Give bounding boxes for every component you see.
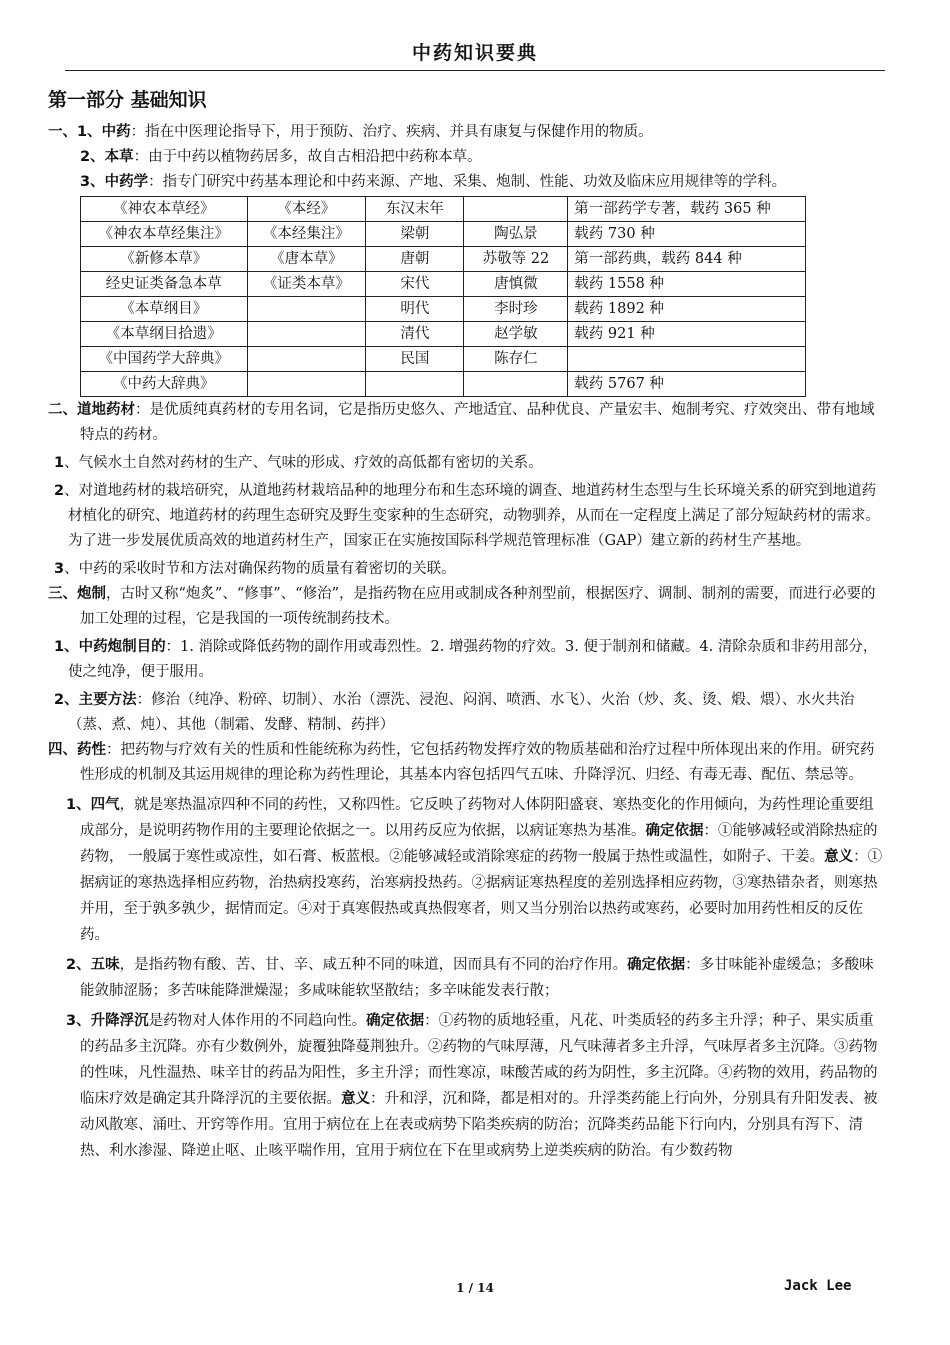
table-cell: 宋代: [366, 272, 464, 297]
item-number: 3: [54, 561, 65, 577]
table-cell: 载药 5767 种: [568, 372, 806, 397]
table-cell: 《本草纲目拾遗》: [81, 322, 248, 347]
item-text: ：多甘味能补虚缓急；多酸味能敛肺涩肠；多苦味能降泄燥湿；多咸味能软坚散结；多辛味能发表行散；: [80, 957, 874, 999]
table-cell: 唐朝: [366, 247, 464, 272]
section-number: 三、: [48, 586, 77, 602]
item-number: 2: [54, 483, 65, 499]
term-definition: ：指专门研究中药基本理论和中药来源、产地、采集、炮制、性能、功效及临床应用规律等的学科。: [148, 174, 787, 190]
header-divider: [65, 70, 885, 71]
keyword: 确定依据: [366, 1013, 425, 1029]
item-number: 1: [66, 797, 77, 813]
table-row: [81, 272, 806, 297]
document-title: 中药知识要典: [411, 42, 538, 64]
definition-bencao: [48, 145, 884, 170]
term-definition: ：由于中药以植物药居多，故自古相沿把中药称本草。: [133, 149, 482, 165]
section-number: 二、: [48, 402, 77, 418]
table-cell: 李时珍: [464, 297, 568, 322]
item-title: 、四气: [76, 797, 120, 813]
item-text: 、气候水土自然对药材的生产、气味的形成、疗效的高低都有密切的关系。: [64, 455, 543, 471]
item-title: 、主要方法: [64, 692, 137, 708]
item-number: 1: [54, 639, 65, 655]
table-cell: 梁朝: [366, 222, 464, 247]
item-text: ：1. 消除或降低药物的副作用或毒烈性。2. 增强药物的疗效。3. 便于制剂和储藏。4. 清除杂质和非药用部分，使之纯净，便于服用。: [68, 639, 878, 680]
table-cell: 苏敬等 22: [464, 247, 568, 272]
section-number: 一、1、: [48, 124, 102, 140]
table-cell: [568, 347, 806, 372]
item-text: ，是指药物有酸、苦、甘、辛、咸五种不同的味道，因而具有不同的治疗作用。: [119, 957, 628, 973]
table-cell: 明代: [366, 297, 464, 322]
item-text: 、对道地药材的栽培研究，从道地药材栽培品种的地理分布和生态环境的调查、地道药材生态型与生长环境关系的研究到地道药材植化的研究、地道药材的药理生态研究及野生变家种的生态研究，动物驯养，从而在一定程度上满足了部分短缺药材的需求。为了进一步发展优质高效的地道药材生产，国家正在实施按国际科学规范管理标准（GAP）建立新的药材生产基地。: [64, 483, 880, 549]
table-cell: 清代: [366, 322, 464, 347]
section-text: ：是优质纯真药材的专用名词，它是指历史悠久、产地适宜、品种优良、产量宏丰、炮制考究、疗效突出、带有地域特点的药材。: [80, 402, 875, 443]
item-number: 3、: [80, 174, 105, 190]
table-cell: [247, 297, 366, 322]
table-row: [81, 372, 806, 397]
table-row: [81, 347, 806, 372]
table-row: [81, 322, 806, 347]
section-text: ：把药物与疗效有关的性质和性能统称为药性，它包括药物发挥疗效的物质基础和治疗过程中所体现出来的作用。研究药性形成的机制及其运用规律的理论称为药性理论，其基本内容包括四气五味、升降浮沉、归经、有毒无毒、配伍、禁忌等。: [80, 742, 875, 783]
table-cell: 《本草纲目》: [81, 297, 248, 322]
table-cell: 陈存仁: [464, 347, 568, 372]
section-title: 炮制: [77, 586, 106, 602]
table-cell: 《中国药学大辞典》: [81, 347, 248, 372]
term: 本草: [104, 149, 134, 165]
table-cell: 唐慎微: [464, 272, 568, 297]
table-cell: 陶弘景: [464, 222, 568, 247]
item-title: 、中药炮制目的: [64, 639, 166, 655]
keyword: 意义: [341, 1091, 370, 1107]
definition-zhongyao: [48, 120, 884, 145]
table-cell: 载药 921 种: [568, 322, 806, 347]
list-item: [48, 451, 884, 476]
list-item: [48, 688, 884, 738]
table-cell: 载药 1558 种: [568, 272, 806, 297]
item-number: 2: [66, 957, 77, 973]
table-cell: 载药 1892 种: [568, 297, 806, 322]
item-text: ：升和浮，沉和降，都是相对的。升浮类药能上行向外，分别具有升阳发表、被动风散寒、涌吐、开窍等作用。宜用于病位在上在表或病势下陷类疾病的防治；沉降类药品能下行向内，分别具有泻下、清热、利水渗湿、降逆止呕、止咳平喘作用，宜用于病位在下在里或病势上逆类疾病的防治。有少数药物: [80, 1091, 878, 1159]
item-text: ：修治（纯净、粉碎、切制）、水治（漂洗、浸泡、闷润、喷洒、水飞）、火治（炒、炙、烫、煅、煨）、水火共治（蒸、煮、炖）、其他（制霜、发酵、精制、药拌）: [68, 692, 855, 733]
author-name: Jack Lee: [784, 1278, 852, 1294]
section-title: 道地药材: [77, 402, 135, 418]
term: 中药学: [104, 174, 149, 190]
term-definition: ：指在中医理论指导下，用于预防、治疗、疾病、并具有康复与保健作用的物质。: [130, 124, 653, 140]
item-text: ：①据病证的寒热选择相应药物，治热病投寒药，治寒病投热药。②据病证寒热程度的差别选择相应药物，③寒热错杂者，则寒热并用，至于孰多孰少，据情而定。④对于真寒假热或真热假寒者，则又当分别治以热药或寒药，必要时加用药性相反的反佐药。: [80, 849, 883, 943]
table-cell: 东汉末年: [366, 197, 464, 222]
table-cell: 《本经集注》: [247, 222, 366, 247]
table-cell: 第一部药学专著，载药 365 种: [568, 197, 806, 222]
section-text: ，古时又称“炮炙”、“修事”、“修治”，是指药物在应用或制成各种剂型前，根据医疗、调制、制剂的需要，而进行必要的加工处理的过程，它是我国的一项传统制药技术。: [80, 586, 876, 627]
section-paozhi: [48, 582, 884, 632]
section-number: 四、: [48, 742, 77, 758]
table-cell: 《本经》: [247, 197, 366, 222]
list-item: [48, 557, 884, 582]
term: 中药: [101, 124, 131, 140]
table-cell: [247, 372, 366, 397]
table-cell: 经史证类备急本草: [81, 272, 248, 297]
table-row: [81, 297, 806, 322]
table-cell: 《中药大辞典》: [81, 372, 248, 397]
item-number: 1: [54, 455, 65, 471]
table-cell: [247, 322, 366, 347]
table-cell: 《证类本草》: [247, 272, 366, 297]
table-row: [81, 247, 806, 272]
section-yaoxing: [48, 738, 884, 788]
table-cell: 赵学敏: [464, 322, 568, 347]
page-content: [48, 86, 884, 1164]
subsection-shengjiang: [48, 1008, 884, 1164]
table-cell: 《神农本草经集注》: [81, 222, 248, 247]
table-cell: [366, 372, 464, 397]
part-title: 第一部分 基础知识: [48, 89, 207, 111]
item-number: 3: [66, 1013, 77, 1029]
table-cell: 民国: [366, 347, 464, 372]
item-title: 、五味: [76, 957, 120, 973]
item-text: ：①能够减轻或消除热症的药物， 一般属于寒性或凉性，如石膏、板蓝根。②能够减轻或消除寒症的药物一般属于热性或温性，如附子、干姜。: [80, 823, 878, 865]
table-cell: 《神农本草经》: [81, 197, 248, 222]
table-cell: [464, 197, 568, 222]
table-cell: 《唐本草》: [247, 247, 366, 272]
item-text: ：①药物的质地轻重，凡花、叶类质轻的药多主升浮；种子、果实质重的药品多主沉降。亦有少数例外，旋覆独降蔓荆独升。②药物的气味厚薄，凡气味薄者多主升浮，气味厚者多主沉降。③药物的性味，凡性温热、味辛甘的药品为阳性，多主升浮；而性寒凉，味酸苦咸的药为阴性，多主沉降。④药物的效用，药品物的临床疗效是确定其升降浮沉的主要依据。: [80, 1013, 878, 1107]
subsection-siqi: [48, 792, 884, 948]
table-cell: 《新修本草》: [81, 247, 248, 272]
item-number: 2、: [80, 149, 105, 165]
page-number: 1 / 14: [456, 1281, 494, 1295]
table-cell: [464, 372, 568, 397]
table-row: [81, 197, 806, 222]
table-cell: 载药 730 种: [568, 222, 806, 247]
list-item: [48, 479, 884, 554]
item-text: 、中药的采收时节和方法对确保药物的质量有着密切的关联。: [64, 561, 456, 577]
item-text: 是药物对人体作用的不同趋向性。: [148, 1013, 367, 1029]
item-number: 2: [54, 692, 65, 708]
keyword: 意义: [824, 849, 854, 865]
section-daodi: [48, 398, 884, 448]
keyword: 确定依据: [627, 957, 686, 973]
keyword: 确定依据: [645, 823, 704, 839]
section-title: 药性: [77, 742, 106, 758]
list-item: [48, 635, 884, 685]
item-text: ，就是寒热温凉四种不同的药性，又称四性。它反映了药物对人体阴阳盛衰、寒热变化的作用倾向，为药性理论重要组成部分，是说明药物作用的主要理论依据之一。以用药反应为依据，以病证寒热为基准。: [80, 797, 874, 839]
table-row: [81, 222, 806, 247]
subsection-wuwei: [48, 952, 884, 1004]
item-title: 、升降浮沉: [76, 1013, 149, 1029]
table-cell: [247, 347, 366, 372]
table-cell: 第一部药典，载药 844 种: [568, 247, 806, 272]
definition-zhongyaoxue: [48, 170, 884, 195]
herbal-classics-table: [80, 196, 806, 397]
